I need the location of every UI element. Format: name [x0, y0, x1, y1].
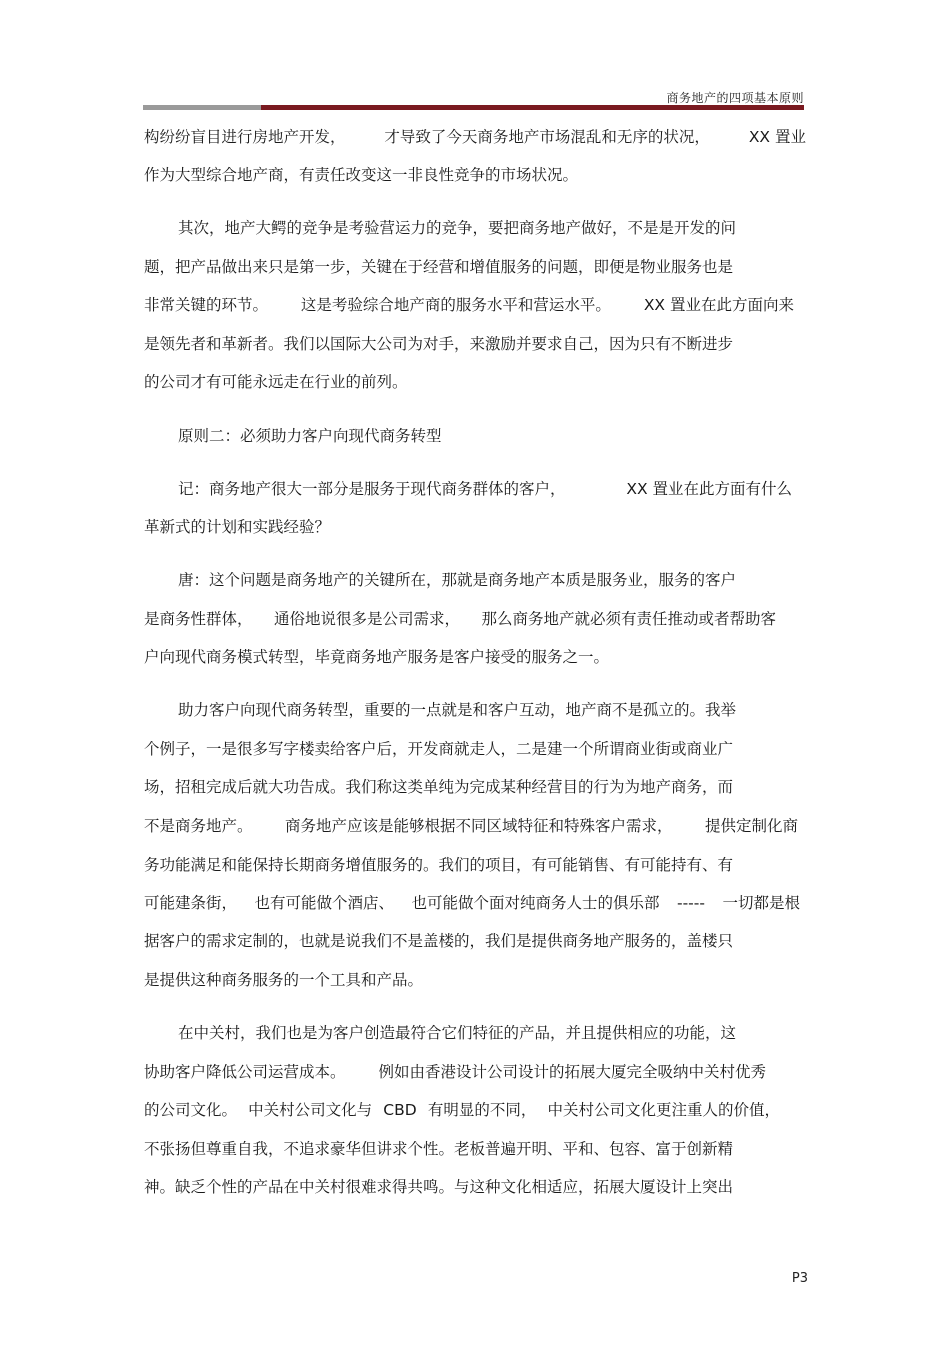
running-header-title: 商务地产的四项基本原则: [666, 91, 804, 105]
text-line: 题，把产品做出来只是第一步，关键在于经营和增值服务的问题，即便是物业服务也是: [144, 258, 734, 276]
text-line: 的公司才有可能永远走在行业的前列。: [144, 373, 408, 391]
text-line: 不是商务地产。 商务地产应该是能够根据不同区域特征和特殊客户需求， 提供定制化商: [144, 817, 798, 835]
text-line: 助力客户向现代商务转型，重要的一点就是和客户互动，地产商不是孤立的。我举: [178, 701, 737, 719]
text-line: 作为大型综合地产商，有责任改变这一非良性竞争的市场状况。: [144, 166, 579, 184]
text-line: 场，招租完成后就大功告成。我们称这类单纯为完成某种经营目的行为为地产商务，而: [144, 778, 734, 796]
text-line: 在中关村，我们也是为客户创造最符合它们特征的产品，并且提供相应的功能，这: [178, 1024, 737, 1042]
header-divider: [143, 105, 804, 110]
page-number: P3: [791, 1271, 808, 1286]
text-line: 唐：这个问题是商务地产的关键所在，那就是商务地产本质是服务业，服务的客户: [178, 571, 737, 589]
text-line: 构纷纷盲目进行房地产开发， 才导致了今天商务地产市场混乱和无序的状况， XX 置业: [144, 128, 806, 146]
text-line: 其次，地产大鳄的竞争是考验营运力的竞争，要把商务地产做好，不是是开发的问: [178, 219, 737, 237]
text-line: 协助客户降低公司运营成本。 例如由香港设计公司设计的拓展大厦完全吸纳中关村优秀: [144, 1063, 766, 1081]
text-line: 户向现代商务模式转型，毕竟商务地产服务是客户接受的服务之一。: [144, 648, 610, 666]
text-line: 可能建条街， 也有可能做个酒店、 也可能做个面对纯商务人士的俱乐部 ----- 一切都是根: [144, 894, 800, 912]
text-line: 是提供这种商务服务的一个工具和产品。: [144, 971, 424, 989]
text-line: 个例子，一是很多写字楼卖给客户后，开发商就走人，二是建一个所谓商业街或商业广: [144, 740, 734, 758]
text-line: 是商务性群体， 通俗地说很多是公司需求， 那么商务地产就必须有责任推动或者帮助客: [144, 610, 776, 628]
text-line: 的公司文化。 中关村公司文化与 CBD 有明显的不同， 中关村公司文化更注重人的价值，: [144, 1101, 780, 1119]
header-divider-gray: [143, 105, 261, 110]
text-line: 务功能满足和能保持长期商务增值服务的。我们的项目，有可能销售、有可能持有、有: [144, 856, 734, 874]
text-line: 革新式的计划和实践经验？: [144, 518, 331, 536]
text-line: 不张扬但尊重自我，不追求豪华但讲求个性。老板普遍开明、平和、包容、富于创新精: [144, 1140, 734, 1158]
text-line: 神。缺乏个性的产品在中关村很难求得共鸣。与这种文化相适应，拓展大厦设计上突出: [144, 1178, 734, 1196]
text-line: 据客户的需求定制的，也就是说我们不是盖楼的，我们是提供商务地产服务的，盖楼只: [144, 932, 734, 950]
section-heading: 原则二：必须助力客户向现代商务转型: [178, 427, 442, 445]
header-divider-red: [261, 105, 804, 110]
text-line: 是领先者和革新者。我们以国际大公司为对手，来激励并要求自己，因为只有不断进步: [144, 335, 734, 353]
text-line: 记：商务地产很大一部分是服务于现代商务群体的客户， XX 置业在此方面有什么: [178, 480, 792, 498]
text-line: 非常关键的环节。 这是考验综合地产商的服务水平和营运水平。 XX 置业在此方面向来: [144, 296, 794, 314]
